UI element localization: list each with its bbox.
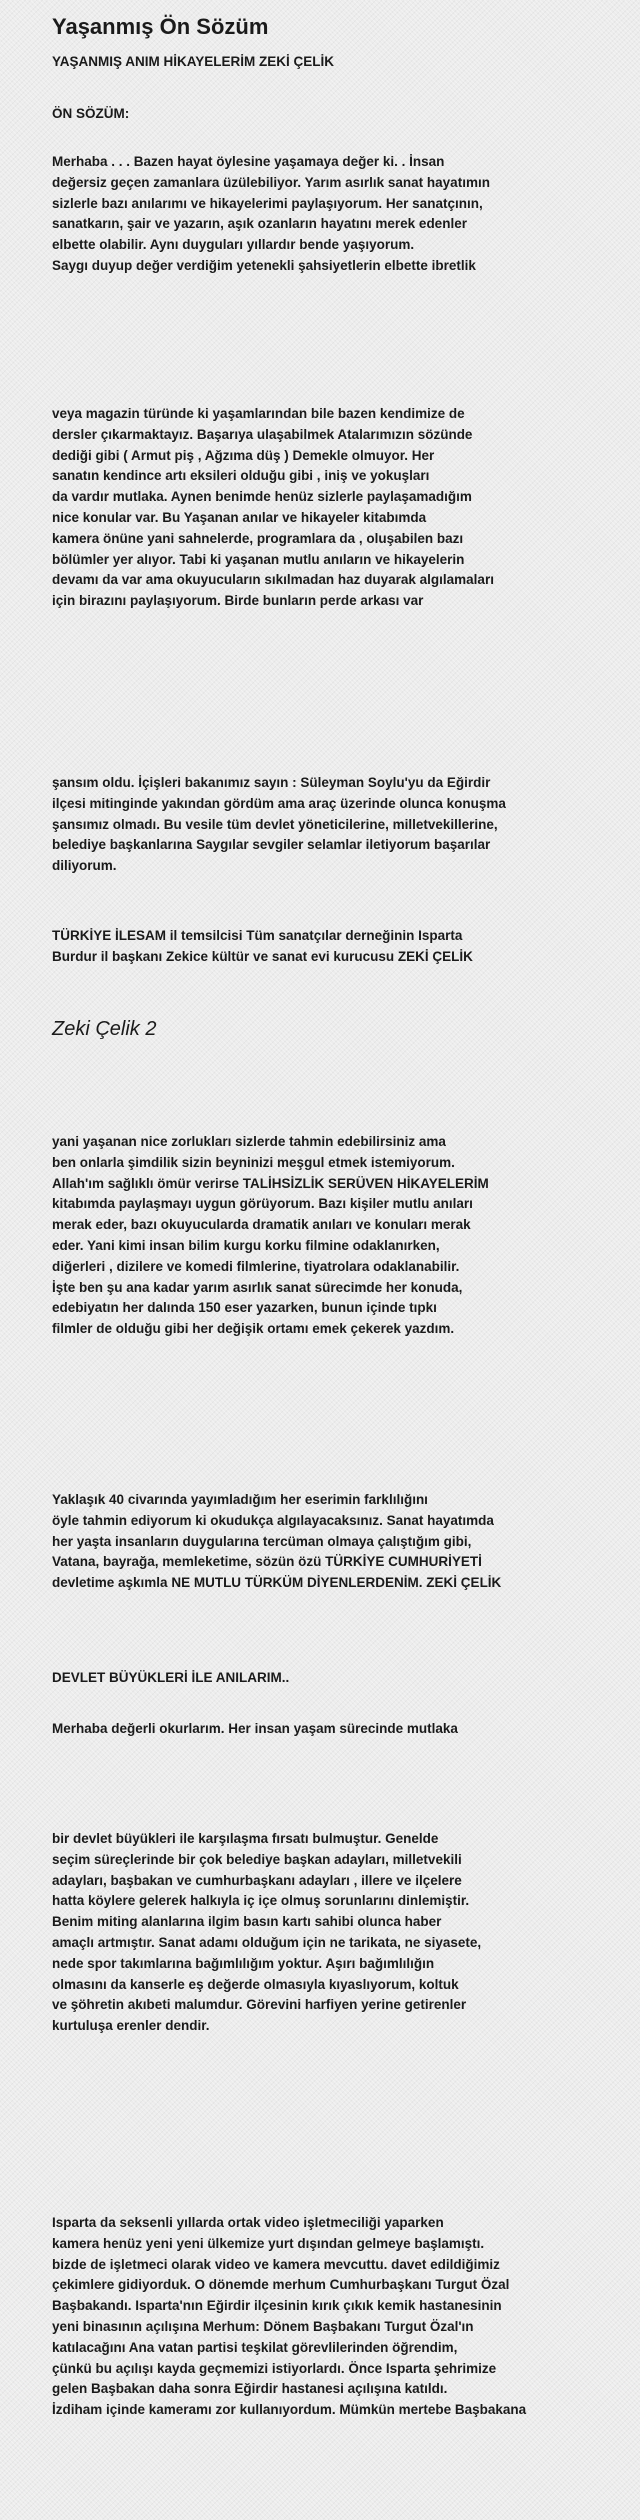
text-line: ben onlarla şimdilik sizin beyninizi meşgul etmek istemiyorum. bbox=[52, 1154, 455, 1170]
paragraph-5 bbox=[52, 1132, 640, 1340]
text-line: sizlerle bazı anılarımı ve hikayelerimi paylaşıyorum. Her sanatçının, bbox=[52, 195, 483, 211]
text-line: dersler çıkarmaktayız. Başarıya ulaşabilmek Atalarımızın sözünde bbox=[52, 426, 473, 442]
text-line: Vatana, bayrağa, memleketime, sözün özü TÜRKİYE CUMHURİYETİ bbox=[52, 1554, 482, 1570]
document-page bbox=[52, 0, 640, 2520]
text-line: yani yaşanan nice zorlukları sizlerde tahmin edebilirsiniz ama bbox=[52, 1134, 446, 1149]
text-line: seçim süreçlerinde bir çok belediye başkan adayları, milletvekili bbox=[52, 1851, 462, 1867]
text-line: Burdur il başkanı Zekice kültür ve sanat evi kurucusu ZEKİ ÇELİK bbox=[52, 948, 473, 964]
text-line: değersiz geçen zamanlara üzülebiliyor. Yarım asırlık sanat hayatımın bbox=[52, 174, 490, 190]
text-line: kurtuluşa erenler dendir. bbox=[52, 2018, 210, 2034]
text-line: belediye başkanlarına Saygılar sevgiler selamlar iletiyorum başarılar bbox=[52, 837, 491, 853]
text-line: kitabımda paylaşmayı uygun görüyorum. Bazı kişiler mutlu anıları bbox=[52, 1196, 473, 1212]
text-line: edebiyatın her dalında 150 eser yazarken, bunun içinde tıpkı bbox=[52, 1300, 437, 1316]
text-line: ilçesi mitinginde yakından gördüm ama araç üzerinde olunca konuşma bbox=[52, 795, 506, 811]
paragraph-1 bbox=[52, 152, 640, 277]
text-line: veya magazin türünde ki yaşamlarından bile bazen kendimize de bbox=[52, 406, 465, 421]
text-line: İşte ben şu ana kadar yarım asırlık sanat sürecimde her konuda, bbox=[52, 1279, 463, 1295]
paragraph-2 bbox=[52, 404, 640, 612]
text-line: Allah'ım sağlıklı ömür verirse TALİHSİZLİK SERÜVEN HİKAYELERİM bbox=[52, 1175, 489, 1191]
paragraph-9 bbox=[52, 2213, 640, 2421]
text-line: Başbakandı. Isparta'nın Eğirdir ilçesinin kırık çıkık kemik hastanesinin bbox=[52, 2298, 502, 2314]
text-line: her yaşta insanların duygularına tercüman olmaya çalıştığım gibi, bbox=[52, 1533, 472, 1549]
text-line: için birazını paylaşıyorum. Birde bunların perde arkası var bbox=[52, 593, 424, 609]
paragraph-8 bbox=[52, 1829, 640, 2037]
text-line: merak eder, bazı okuyucularda dramatik anıları ve konuları merak bbox=[52, 1217, 471, 1233]
text-line: diliyorum. bbox=[52, 858, 117, 874]
text-line: gelen Başbakan daha sonra Eğirdir hastanesi açılışına katıldı. bbox=[52, 2381, 448, 2397]
text-line: amaçlı artmıştır. Sanat adamı olduğum için ne tarikata, ne siyasete, bbox=[52, 1934, 482, 1950]
text-line: eder. Yani kimi insan bilim kurgu korku filmine odaklanırken, bbox=[52, 1237, 440, 1253]
text-line: çünkü bu açılışı kayda geçmemizi istiyorlardı. Önce Isparta şehrimize bbox=[52, 2360, 497, 2376]
text-line: Saygı duyup değer verdiğim yetenekli şahsiyetlerin elbette ibretlik bbox=[52, 257, 476, 273]
text-line: Merhaba değerli okurlarım. Her insan yaşam sürecinde mutlaka bbox=[52, 1721, 458, 1736]
text-line: ve şöhretin akıbeti malumdur. Görevini harfiyen yerine getirenler bbox=[52, 1997, 467, 2013]
text-line: şansımız olmadı. Bu vesile tüm devlet yöneticilerine, milletvekillerine, bbox=[52, 816, 498, 832]
text-line: olmasını da kanserle eş değerde olmasıyla kıyaslıyorum, koltuk bbox=[52, 1976, 459, 1992]
text-line: Benim miting alanlarına ilgim basın kartı sahibi olunca haber bbox=[52, 1914, 442, 1930]
text-line: nede spor takımlarına bağımlılığım yoktur. Aşırı bağımlılığın bbox=[52, 1955, 435, 1971]
text-line: katılacağını Ana vatan partisi teşkilat görevlilerinden öğrendim, bbox=[52, 2339, 458, 2355]
text-line: şansım oldu. İçişleri bakanımız sayın : Süleyman Soylu'yu da Eğirdir bbox=[52, 775, 491, 790]
text-line: çekimlere gidiyorduk. O dönemde merhum Cumhurbaşkanı Turgut Özal bbox=[52, 2277, 510, 2293]
author-italic-heading: Zeki Çelik 2 bbox=[52, 1018, 157, 1040]
text-line: kamera henüz yeni yeni ülkemize yurt dışından gelmeye başlamıştı. bbox=[52, 2235, 485, 2251]
text-line: devletime aşkımla NE MUTLU TÜRKÜM DİYENLERDENİM. ZEKİ ÇELİK bbox=[52, 1575, 502, 1591]
document-subtitle: YAŞANMIŞ ANIM HİKAYELERİM ZEKİ ÇELİK bbox=[52, 54, 335, 69]
text-line: adayları, başbakan ve cumhurbaşkanı adayları , illere ve ilçelere bbox=[52, 1872, 462, 1888]
text-line: öyle tahmin ediyorum ki okudukça algılayacaksınız. Sanat hayatımda bbox=[52, 1512, 494, 1528]
text-line: bölümler yer alıyor. Tabi ki yaşanan mutlu anıların ve hikayelerin bbox=[52, 551, 465, 567]
text-line: yeni binasının açılışına Merhum: Dönem Başbakanı Turgut Özal'ın bbox=[52, 2318, 474, 2334]
text-line: hatta köylere gelerek halkıyla iç içe olmuş sorunlarını dinlemiştir. bbox=[52, 1893, 470, 1909]
text-line: diğerleri , dizilere ve komedi filmlerine, tiyatrolara odaklanabilir. bbox=[52, 1258, 460, 1274]
text-line: sanatkarın, şair ve yazarın, aşık ozanların hayatını merek edenler bbox=[52, 216, 467, 232]
text-line: İzdiham içinde kameramı zor kullanıyordum. Mümkün mertebe Başbakana bbox=[52, 2402, 527, 2418]
text-line: bizde de işletmeci olarak video ve kamera mevcuttu. davet edildiğimiz bbox=[52, 2256, 500, 2272]
text-line: Merhaba . . . Bazen hayat öylesine yaşamaya değer ki. . İnsan bbox=[52, 154, 445, 169]
text-line: sanatın kendince artı eksileri olduğu gibi , iniş ve yokuşları bbox=[52, 468, 430, 484]
text-line: da vardır mutlaka. Aynen benimde henüz sizlerle paylaşamadığım bbox=[52, 489, 472, 505]
text-line: filmler de olduğu gibi her değişik ortamı emek çekerek yazdım. bbox=[52, 1321, 455, 1337]
text-line: Yaklaşık 40 civarında yayımladığım her eserimin farklılığını bbox=[52, 1492, 428, 1507]
paragraph-4 bbox=[52, 926, 640, 968]
text-line: dediği gibi ( Armut piş , Ağzıma düş ) Demekle olmuyor. Her bbox=[52, 447, 435, 463]
text-line: nice konular var. Bu Yaşanan anılar ve hikayeler kitabımda bbox=[52, 509, 427, 525]
paragraph-6 bbox=[52, 1490, 640, 1594]
page-title: Yaşanmış Ön Sözüm bbox=[52, 14, 269, 39]
text-line: bir devlet büyükleri ile karşılaşma fırsatı bulmuştur. Genelde bbox=[52, 1831, 439, 1846]
paragraph-3 bbox=[52, 773, 640, 877]
on-sozum-heading: ÖN SÖZÜM: bbox=[52, 106, 130, 121]
devlet-buyukleri-heading: DEVLET BÜYÜKLERİ İLE ANILARIM.. bbox=[52, 1670, 290, 1685]
text-line: Isparta da seksenli yıllarda ortak video işletmeciliği yaparken bbox=[52, 2215, 444, 2230]
text-line: devamı da var ama okuyucuların sıkılmadan haz duyarak algılamaları bbox=[52, 572, 494, 588]
paragraph-7 bbox=[52, 1719, 640, 1740]
text-line: TÜRKİYE İLESAM il temsilcisi Tüm sanatçılar derneğinin Isparta bbox=[52, 928, 463, 943]
text-line: kamera önüne yani sahnelerde, programlara da , oluşabilen bazı bbox=[52, 530, 464, 546]
text-line: elbette olabilir. Aynı duyguları yıllardır bende yaşıyorum. bbox=[52, 237, 415, 253]
